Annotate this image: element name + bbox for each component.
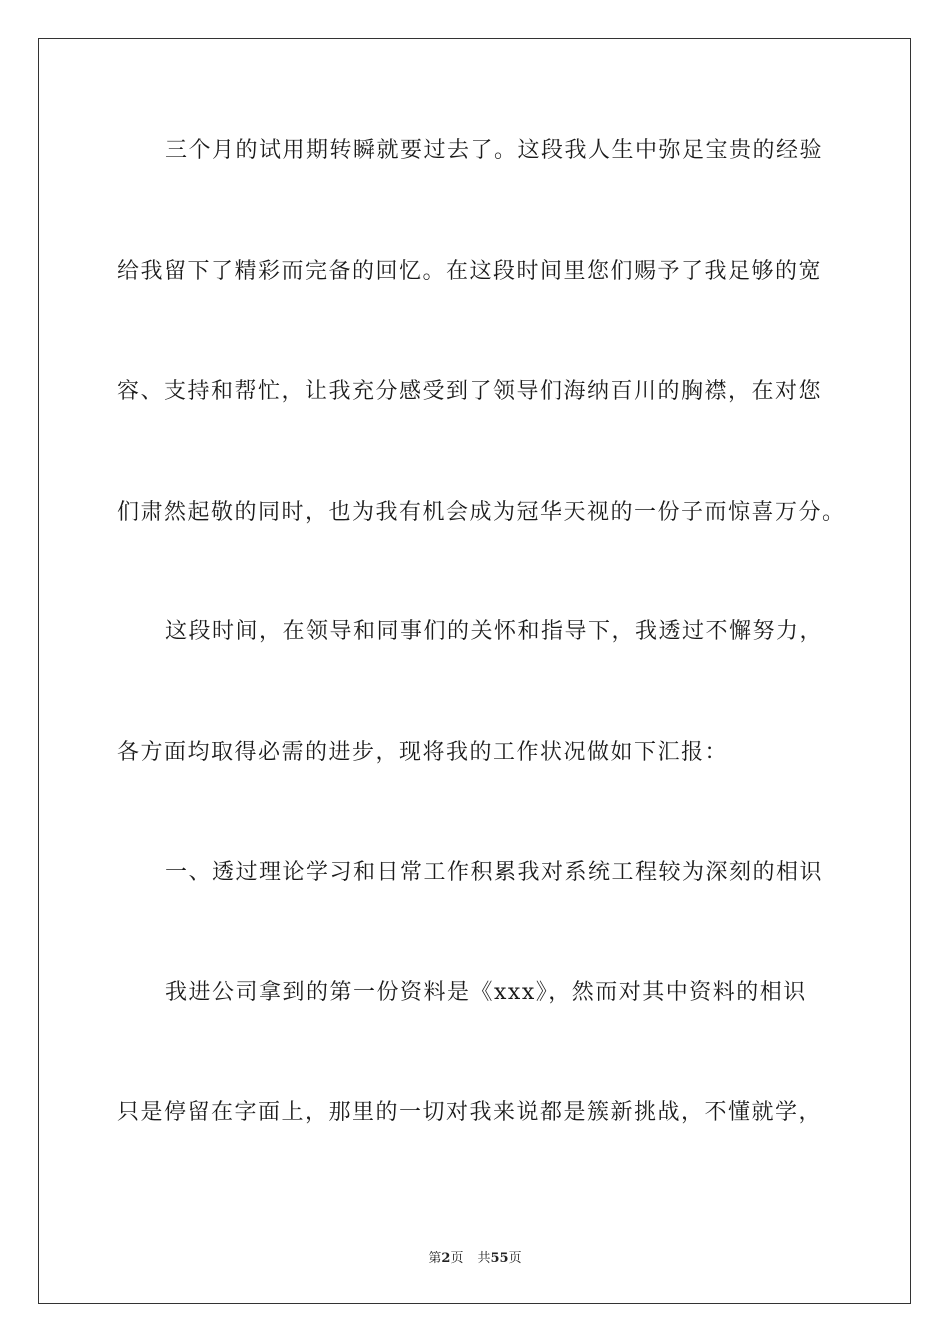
paragraph-line: 容、支持和帮忙，让我充分感受到了领导们海纳百川的胸襟，在对您 xyxy=(117,379,823,404)
paragraph-line: 各方面均取得必需的进步，现将我的工作状况做如下汇报： xyxy=(117,740,729,765)
page-footer xyxy=(0,1247,950,1266)
page-suffix: 页 xyxy=(450,1251,464,1266)
paragraph-line: 三个月的试用期转瞬就要过去了。这段我人生中弥足宝贵的经验 xyxy=(165,138,824,163)
total-prefix: 共 xyxy=(477,1251,491,1266)
total-pages: 55 xyxy=(490,1251,509,1266)
paragraph-line: 给我留下了精彩而完备的回忆。在这段时间里您们赐予了我足够的宽 xyxy=(117,259,823,284)
paragraph-line: 们肃然起敬的同时，也为我有机会成为冠华天视的一份子而惊喜万分。 xyxy=(117,500,846,525)
page-number: 2 xyxy=(441,1251,451,1266)
paragraph-line: 只是停留在字面上，那里的一切对我来说都是簇新挑战，不懂就学， xyxy=(117,1100,823,1125)
section-heading: 一、透过理论学习和日常工作积累我对系统工程较为深刻的相识 xyxy=(165,860,824,885)
paragraph-line: 这段时间，在领导和同事们的关怀和指导下，我透过不懈努力， xyxy=(165,619,824,644)
paragraph-line: 我进公司拿到的第一份资料是《xxx》，然而对其中资料的相识 xyxy=(165,980,807,1005)
total-suffix: 页 xyxy=(508,1251,522,1266)
page-prefix: 第 xyxy=(428,1251,442,1266)
